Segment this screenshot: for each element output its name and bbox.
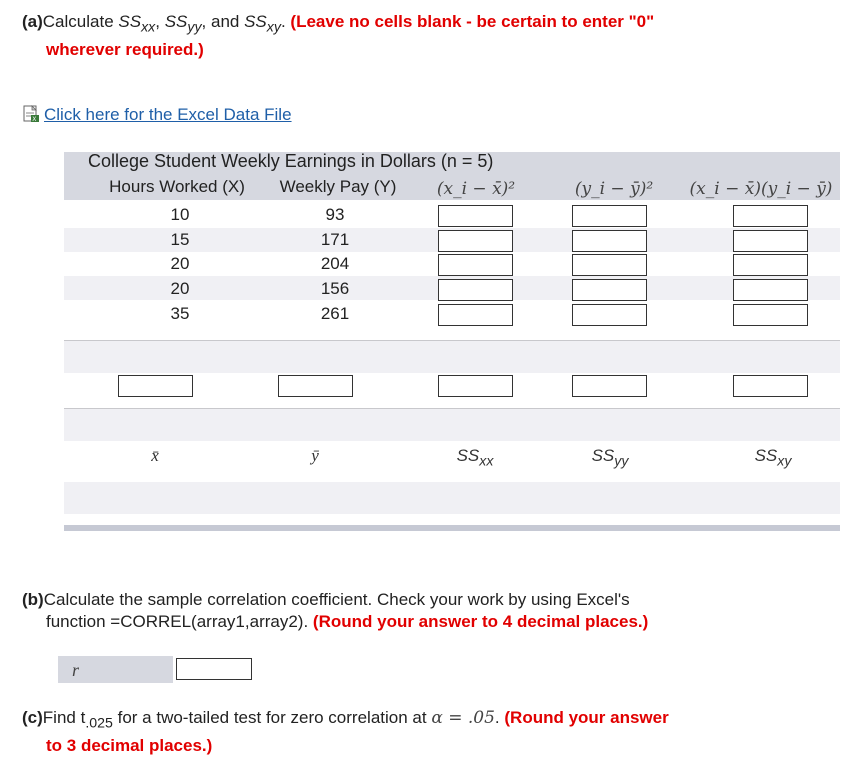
y-dev-sq-input-2[interactable] xyxy=(572,230,647,252)
part-c-text-2: for a two-tailed test for zero correlation at xyxy=(117,708,427,727)
xy-dev-input-4[interactable] xyxy=(733,279,808,301)
ss-yy-label: $SS_{yy}$ xyxy=(591,446,629,470)
part-a-instruction-line2-wrap xyxy=(46,36,204,64)
part-c-instruction-2: to 3 decimal places.) xyxy=(46,736,213,755)
cell-y: 261 xyxy=(320,304,350,323)
x-mean-input[interactable] xyxy=(118,375,193,397)
summary-band-3 xyxy=(64,482,840,514)
part-b-question-line2 xyxy=(46,608,648,636)
y-dev-sq-input-3[interactable] xyxy=(572,254,647,276)
part-a-instruction-1: (Leave no cells blank - be certain to enter "0" xyxy=(290,12,655,31)
period: . xyxy=(280,12,286,31)
part-b-text-1: Calculate the sample correlation coefficient. Check your work by using Excel's xyxy=(43,590,630,609)
table-caption: College Student Weekly Earnings in Dollars (n = 5) xyxy=(88,151,494,171)
part-a-instruction-2: wherever required.) xyxy=(46,40,204,59)
summary-band-1 xyxy=(64,341,840,373)
r-label-cell xyxy=(58,656,173,683)
header-x-dev-sq: (x_i − x̄)² xyxy=(436,179,516,199)
ss-xy-label: $SS_{xy}$ xyxy=(754,446,792,470)
part-c-question-line2 xyxy=(46,732,212,760)
xy-dev-input-2[interactable] xyxy=(733,230,808,252)
table-bottom-bar xyxy=(64,525,840,531)
ss-xx-label: $SS_{xx}$ xyxy=(456,446,494,470)
document-icon xyxy=(22,105,40,123)
part-c-period: . xyxy=(494,708,500,727)
ss-yy-input[interactable] xyxy=(572,375,647,397)
ss-xx-input[interactable] xyxy=(438,375,513,397)
excel-file-link[interactable]: Click here for the Excel Data File xyxy=(44,105,292,124)
cell-y: 93 xyxy=(325,205,345,224)
header-y-dev-sq: (y_i − ȳ)² xyxy=(574,179,654,199)
part-a-label: (a) xyxy=(22,12,43,31)
part-c-text: Find t xyxy=(42,708,86,727)
xy-dev-input-3[interactable] xyxy=(733,254,808,276)
x-dev-sq-input-4[interactable] xyxy=(438,279,513,301)
svg-text:X: X xyxy=(32,116,37,123)
ss-xx-term: $SS_{xx}$ xyxy=(118,12,156,36)
y-bar-label: ȳ xyxy=(311,446,319,465)
y-dev-sq-input-5[interactable] xyxy=(572,304,647,326)
r-input[interactable] xyxy=(176,658,252,680)
cell-x: 15 xyxy=(170,230,190,249)
cell-x: 20 xyxy=(170,279,190,298)
part-c-sub: .025 xyxy=(85,715,113,732)
ss-xy-term: $SS_{xy}$ xyxy=(244,12,281,36)
and-text: , and xyxy=(201,12,240,31)
part-a-text: Calculate xyxy=(42,12,114,31)
x-dev-sq-input-2[interactable] xyxy=(438,230,513,252)
part-c-instruction-1: (Round your answer xyxy=(504,708,669,727)
header-xy-dev-prod: (x_i − x̄)(y_i − ȳ) xyxy=(689,179,833,199)
x-dev-sq-input-1[interactable] xyxy=(438,205,513,227)
r-label: r xyxy=(72,660,80,680)
excel-file-link-row xyxy=(22,105,292,125)
x-bar-label: x̄ xyxy=(151,446,159,465)
xy-dev-input-5[interactable] xyxy=(733,304,808,326)
cell-y: 171 xyxy=(320,230,350,249)
header-hours-worked: Hours Worked (X) xyxy=(109,177,245,196)
comma: , xyxy=(155,12,160,31)
ss-xy-input[interactable] xyxy=(733,375,808,397)
y-dev-sq-input-1[interactable] xyxy=(572,205,647,227)
cell-x: 20 xyxy=(170,254,190,273)
x-dev-sq-input-5[interactable] xyxy=(438,304,513,326)
alpha-expression: α = .05 xyxy=(431,708,495,728)
cell-x: 10 xyxy=(170,205,190,224)
part-b-instruction: (Round your answer to 4 decimal places.) xyxy=(312,612,649,631)
ss-yy-term: $SS_{yy}$ xyxy=(164,12,202,36)
x-dev-sq-input-3[interactable] xyxy=(438,254,513,276)
cell-y: 156 xyxy=(320,279,350,298)
y-mean-input[interactable] xyxy=(278,375,353,397)
cell-y: 204 xyxy=(320,254,350,273)
y-dev-sq-input-4[interactable] xyxy=(572,279,647,301)
part-b-text-2: function =CORREL(array1,array2). xyxy=(46,612,309,631)
header-weekly-pay: Weekly Pay (Y) xyxy=(279,177,397,196)
summary-band-2 xyxy=(64,409,840,441)
part-b-label: (b) xyxy=(22,590,44,609)
part-c-label: (c) xyxy=(22,708,43,727)
xy-dev-input-1[interactable] xyxy=(733,205,808,227)
cell-x: 35 xyxy=(170,304,190,323)
